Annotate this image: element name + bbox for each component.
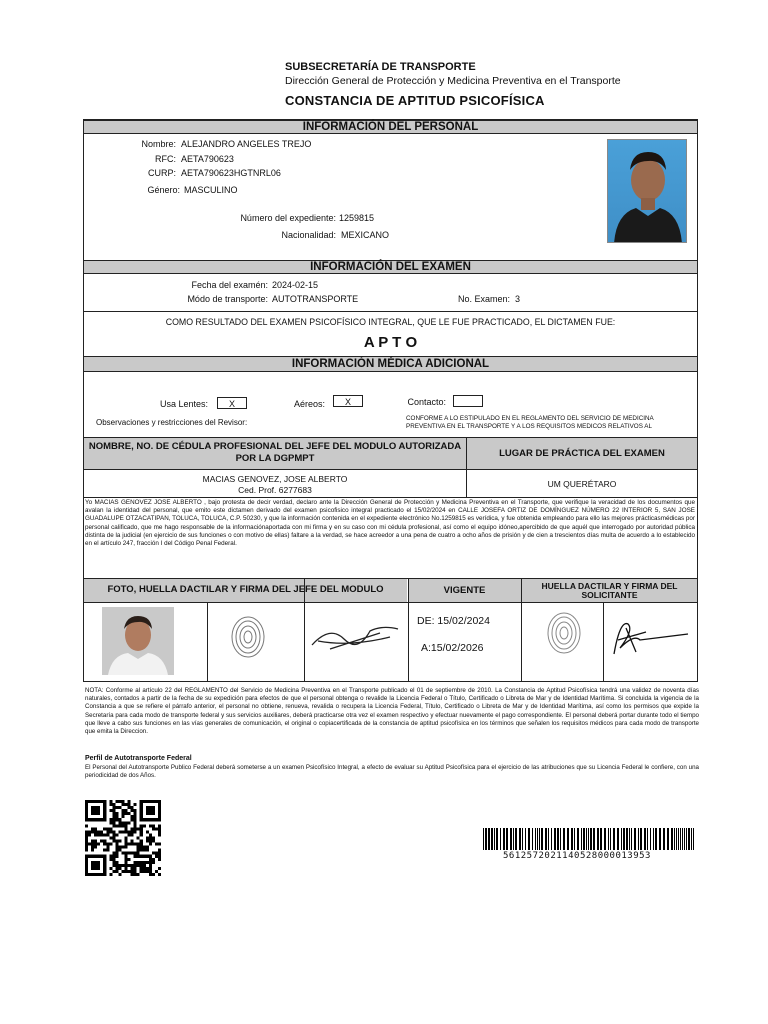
lugar-header: LUGAR DE PRÁCTICA DEL EXAMEN (467, 437, 697, 469)
fecha-value: 2024-02-15 (272, 280, 319, 290)
signature-icon (310, 615, 402, 660)
lentes-label: Usa Lentes: (159, 399, 208, 409)
dictamen-value: A P T O (363, 334, 418, 351)
section-examen-header: INFORMACIÓN DEL EXAMEN (84, 260, 697, 274)
modo-value: AUTOTRANSPORTE (272, 294, 359, 304)
rfc-value: AETA790623 (181, 154, 234, 164)
jefe-cedula: Ced. Prof. 6277683 (238, 485, 312, 495)
aereos-label: Aéreos: (293, 399, 325, 409)
genero-label: Género: (147, 185, 180, 195)
contacto-box (453, 395, 483, 407)
jefe-nombre: MACIAS GENOVEZ, JOSE ALBERTO (202, 474, 348, 484)
jefe-header: NOMBRE, NO. DE CÉDULA PROFESIONAL DEL JEFE DEL MODULO AUTORIZADA POR LA DGPMPT (84, 437, 466, 469)
no-examen-label: No. Examen: (457, 294, 510, 304)
expediente-value: 1259815 (339, 213, 375, 223)
conforme-text: CONFORME A LO ESTIPULADO EN EL REGLAMENTO DEL SERVICIO DE MEDICINA PREVENTIVA EN EL TRANSPORTE Y A LOS REQUISITOS MEDICOS RELATIVOS AL (406, 415, 654, 430)
document-title: CONSTANCIA DE APTITUD PSICOFÍSICA (285, 93, 545, 108)
vigente-header: VIGENTE (408, 579, 521, 602)
observaciones-label: Observaciones y restricciones del Revisor: (96, 418, 248, 427)
applicant-photo (607, 139, 687, 243)
curp-label: CURP: (147, 168, 176, 178)
aereos-box: X (333, 395, 363, 407)
nacionalidad-value: MEXICANO (341, 230, 390, 240)
expediente-label: Número del expediente: (240, 213, 336, 223)
no-examen-value: 3 (515, 294, 521, 304)
section-personal-header: INFORMACIÓN DEL PERSONAL (84, 120, 697, 134)
rfc-label: RFC: (155, 154, 176, 164)
curp-value: AETA790623HGTNRL06 (181, 168, 281, 178)
nota-text: NOTA: Conforme al artículo 22 del REGLAMENTO del Servicio de Medicina Preventiva en el Transporte publicado el 01 de septiembre de 2010. La Constancia de Aptitud Psicofísica tendrá una validez de noventa días naturales, contados a partir de la fecha de su expedición para efectos de que el personal obtenga o revalide la Licencia Federal o Título, Certificado o Libreta de Mar y de Identidad Marítima. Si concluida la vigencia de la Constancia a que se refiere el párrafo anterior, el personal no obtiene, renueva, revalida o recupera la Licencia Federal, Título, Certificado o Libreta de Mar y de Identidad Marítima, así como los permisos que expide la Secretaría para cada modo de transporte federal y sus servicios auxiliares, deberá practicarse otra vez el examen respectivo y efectuar nuevamente el pago correspondiente. El personal deberá portar durante todo el tiempo que lleve a cabo sus funciones en las vías generales de comunicación, el original o copiacertificada de la constancia de aptitud psicofísica en los términos que señalen los requisitos médicos para cada modo de transporte que emita la Direccion. (85, 687, 699, 736)
genero-value: MASCULINO (184, 185, 238, 195)
nacionalidad-label: Nacionalidad: (281, 230, 336, 240)
contacto-label: Contacto: (407, 397, 446, 407)
declaracion-text: Yo MACIAS GENOVEZ JOSE ALBERTO , bajo protesta de decir verdad, declaro ante la Dirección General de Protección y Medicina Preventiva en el Transporte, que verifique la veracidad de los documentos que avalan la identidad del personal, que emito este dictamen derivado del examen psicofisico integral practicado el 15/02/2024 en CALLE JOSEFA ORTIZ DE DOMÍNGUEZ NÚMERO 22 INTERIOR 5, SAN JOSE GUADALUPE OTZACATIPAN, TOLUCA, TOLUCA, C.P. 50230, y que la información contenida en el expediente electrónico No.1259815 es verídica, y fue obtenida empleando para ello las mejores prácticasmédicas por personal calificado, que me hago responsable de la informaciónaportada con mi firma y en su caso con mi cédula profesional, así como el equipo idóneo,apercibido de que aquél que interrogado por autoridad pública distinta de la judicial (en ejercicio de sus funciones o con motivo de ellas) faltare a la verdad, se hace acreedor a una pena de cuatro a ocho años de prisión y de cien a trescientos días multa de acuerdo a lo establecido en el artículo 247, fracción I del Código Penal Federal. (85, 499, 695, 548)
header-subsecretaria: SUBSECRETARÍA DE TRANSPORTE (285, 61, 476, 73)
nombre-label: Nombre: (141, 139, 176, 149)
lugar-value: UM QUERÉTARO (547, 479, 617, 489)
modo-label: Módo de transporte: (187, 294, 268, 304)
vigente-desde: DE: 15/02/2024 (417, 615, 490, 627)
barcode-number: 56125720211405280000139​53 (503, 851, 651, 861)
fecha-label: Fecha del examén: (191, 280, 268, 290)
firma-solicitante-header: HUELLA DACTILAR Y FIRMA DEL SOLICITANTE (522, 579, 697, 602)
signature-icon (606, 614, 692, 665)
fingerprint-icon (544, 608, 584, 663)
header-direccion: Dirección General de Protección y Medicina Preventiva en el Transporte (285, 75, 621, 87)
perfil-text: El Personal del Autotransporte Publico Federal deberá someterse a un examen Psicofísico Integral, a efecto de evaluar su Aptitud Psicofísica para el ejercicio de las atribuciones que su Licencia Federal le confiere, con una periodicidad de dos Años. (85, 764, 699, 780)
lentes-box: X (217, 397, 247, 409)
perfil-title: Perfil de Autotransporte Federal (85, 755, 192, 762)
firma-jefe-header: FOTO, HUELLA DACTILAR Y FIRMA DEL JEFE DEL MODULO (84, 579, 407, 602)
vigente-hasta: A:15/02/2026 (421, 642, 484, 654)
section-medica-header: INFORMACIÓN MÉDICA ADICIONAL (84, 356, 697, 372)
fingerprint-icon (228, 612, 268, 667)
resultado-text: COMO RESULTADO DEL EXAMEN PSICOFÍSICO INTEGRAL, QUE LE FUE PRACTICADO, EL DICTAMEN FUE: (165, 317, 616, 327)
qr-code-icon (85, 800, 161, 881)
jefe-photo (102, 607, 174, 675)
nombre-value: ALEJANDRO ANGELES TREJO (181, 139, 312, 149)
